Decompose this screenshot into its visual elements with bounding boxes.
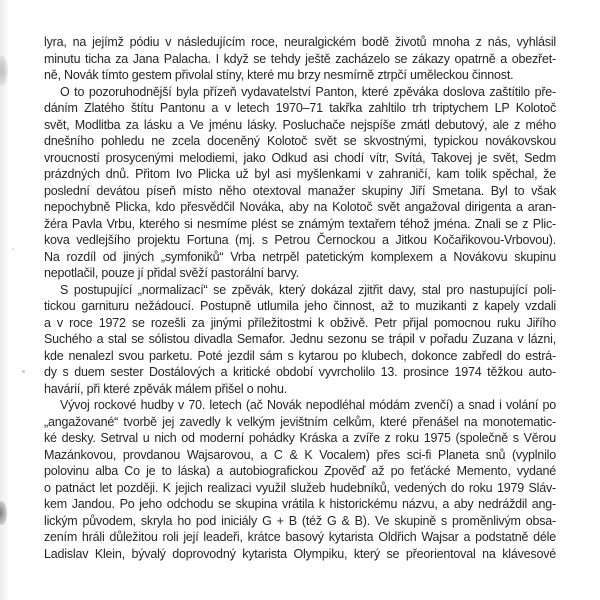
text-line: zením hráli důležitou roli její leadeři, krátce basový kytarista Oldřich Wajsar a podstatně déle — [44, 530, 556, 544]
text-line: dy s duem sester Dostálových a kritické období vyvrcholilo 13. prosince 1974 těžkou auto- — [44, 365, 556, 379]
text-line-paragraph-start: Vývoj rockové hudby v 70. letech (ač Novák nepodléhal módám zvenčí) a snad i volání po — [60, 398, 556, 412]
text-line: lyra, na jejímž pódiu v následujícím roce, neuralgickém bodě životů mnoha z nás, vyhlásil — [44, 35, 556, 49]
text-line: vroucností prosycenými melodiemi, jako Odkud asi chodí vítr, Svítá, Takovej je svět, Sedm — [44, 150, 556, 165]
scan-speck — [12, 248, 14, 250]
text-line: ké desky. Setrval u nich od moderní pohádky Kráska a zvíře z roku 1975 (společně s Věrou — [44, 431, 556, 445]
text-line: Suchého a stal se sólistou divadla Semafor. Jednu sezonu se trápil v pořadu Zuzana v lázni, — [44, 332, 556, 346]
text-line: poslední devátou píseň místo něho otextoval manažer skupiny Jiří Smetana. Byl to však — [44, 183, 556, 198]
text-line: tickou garnituru nežádoucí. Postupně utlumila jeho činnost, až to muzikanti z kapely vzdali — [44, 299, 556, 313]
text-line: o patnáct let později. K jejich realizaci využil služeb hudebníků, vedených do roku 1979 Sláv- — [44, 480, 556, 495]
text-line: žéra Pavla Vrbu, kterého si nesmíme plést se známým textařem téhož jména. Znali se z Plic- — [44, 216, 556, 231]
text-line: kova vedlejšího projektu Fortuna (mj. s Petrou Černockou a Jitkou Kočařikovou-Vrbovou). — [44, 233, 556, 247]
text-line: Na rozdíl od jiných „symfoniků“ Vrba netrpěl patetickým komplexem a Novákovu skupinu — [44, 249, 556, 264]
text-line: Mazánkovou, provdanou Wajsarovou, a C & K Vocalem) přes sci-fi Planeta snů (vyplnilo — [44, 447, 556, 462]
text-line: kde nenalezl svou parketu. Poté jezdil sám s kytarou po klubech, dokonce zabředl do estrá- — [44, 348, 556, 363]
scan-speck — [22, 370, 25, 373]
text-line-paragraph-start: O to pozoruhodnější byla přízeň vydavatelství Panton, které zpěváka doslova zaštítilo pře- — [60, 84, 556, 99]
body-text — [44, 34, 556, 562]
text-line: prázdných dnů. Přitom Ivo Plicka už byl asi myšlenkami v zahraničí, kam tolik spěchal, že — [44, 167, 556, 181]
text-line: ně, Novák tímto gestem přivolal stíny, které mu brzy nesmírně ztrpčí uměleckou činnost. — [44, 68, 514, 82]
text-line: nepotlačil, pouze jí přidal svěží pastorální barvy. — [44, 266, 299, 280]
text-line: havárií, při které zpěvák málem přišel o nohu. — [44, 381, 287, 396]
text-line: dáním Zlatého štítu Pantonu a v letech 1970–71 takřka zahltilo trh triptychem LP Kolotoč — [44, 101, 556, 115]
text-line: „angažované“ tvorbě jej zavedly k velkým jevištním celkům, které přenášel na monotematic- — [44, 414, 556, 429]
text-line: nepochybně Plicka, kdo přesvědčil Nováka, aby na Kolotoč svět angažoval dirigenta a aran- — [44, 200, 556, 214]
text-line: dnešního pohledu ne zcela doceněný Kolotoč svět se skvostnými, typickou novákovskou — [44, 134, 556, 148]
text-line: svět, Modlitba za lásku a Ve jménu lásky. Posluchače nejspíše zmátl debutový, ale z mého — [44, 117, 556, 132]
text-line-paragraph-start: S postupující „normalizací“ se zpěvák, který dokázal zjitřit davy, stal pro nastupující poli- — [60, 282, 556, 297]
text-line: kem Jandou. Po jeho odchodu se skupina vrátila k historickému názvu, a aby nedráždil ang- — [44, 497, 556, 511]
text-line: a v roce 1972 se rozešli za jinými příležitostmi k obživě. Petr přijal pomocnou ruku Jiřího — [44, 315, 556, 330]
text-line: Ladislav Klein, bývalý doprovodný kytarista Olympiku, který se přeorientoval na klávesové — [44, 546, 556, 561]
text-line: polovinu alba Co je to láska) a autobiografickou Zpověď až po feťácké Memento, vydané — [44, 464, 556, 478]
text-line: lickým původem, skryla ho pod iniciály G + B (též G & B). Ve skupině s proměnlivým obsa- — [44, 513, 556, 528]
text-line: minutu ticha za Jana Palacha. I když se tehdy ještě zacházelo se zákazy opatrně a obezřet- — [44, 51, 556, 66]
